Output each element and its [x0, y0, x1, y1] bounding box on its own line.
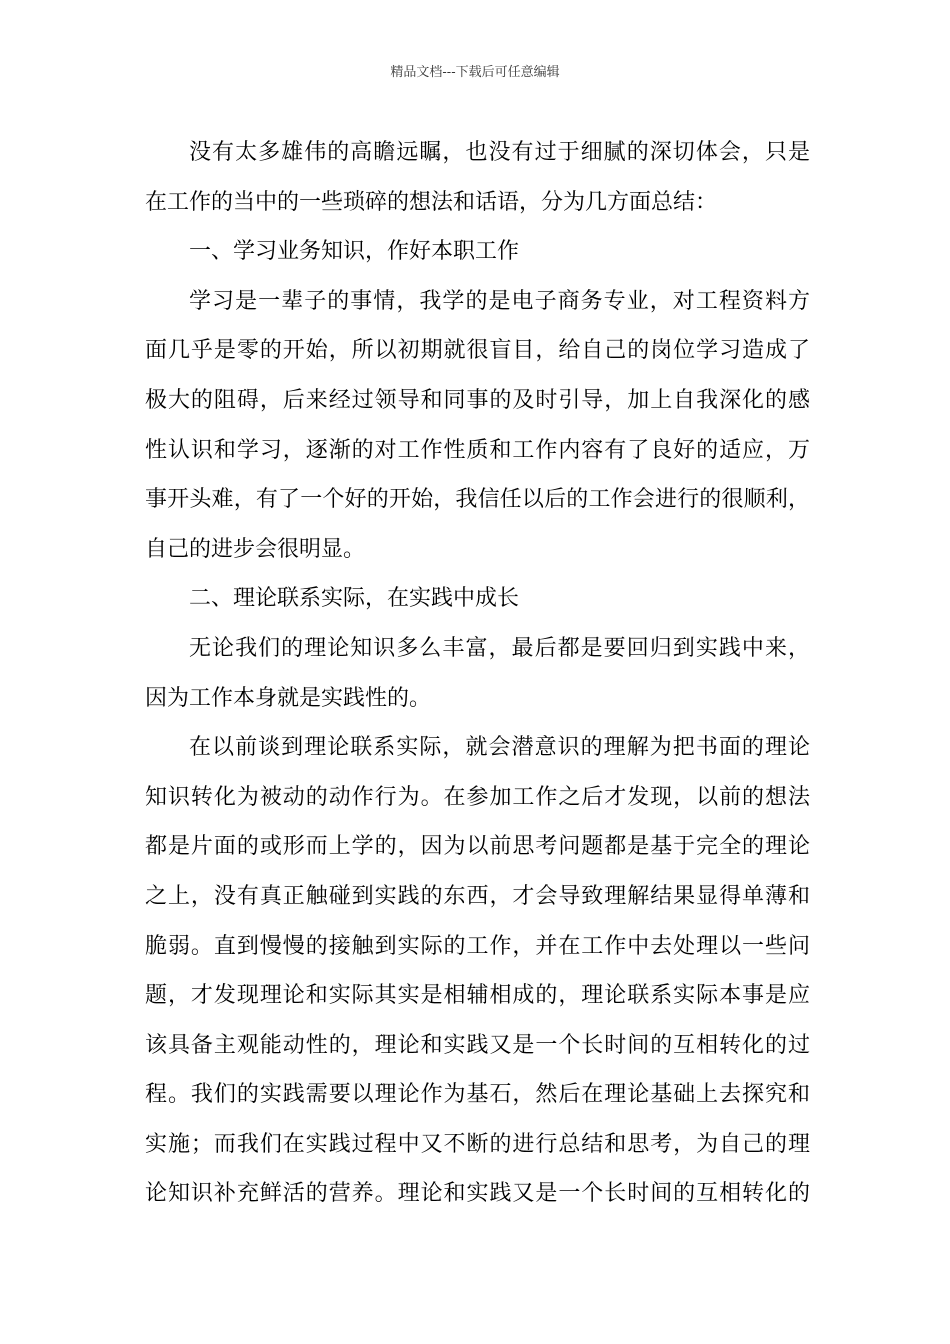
text-line: 在以前谈到理论联系实际，就会潜意识的理解为把书面的理论	[189, 735, 810, 761]
text-line: 实施；而我们在实践过程中又不断的进行总结和思考，为自己的理	[145, 1131, 810, 1157]
document-body	[145, 128, 810, 1219]
text-line: 无论我们的理论知识多么丰富，最后都是要回归到实践中来，	[189, 635, 810, 661]
page-header: 精品文档---下载后可任意编辑	[390, 65, 560, 80]
text-line: 没有太多雄伟的高瞻远瞩，也没有过于细腻的深切体会，只是	[189, 140, 810, 165]
text-line: 面几乎是零的开始，所以初期就很盲目，给自己的岗位学习造成了	[145, 338, 810, 364]
text-line: 题，才发现理论和实际其实是相辅相成的，理论联系实际本事是应	[145, 983, 810, 1009]
text-line: 因为工作本身就是实践性的。	[145, 685, 432, 711]
text-line: 该具备主观能动性的，理论和实践又是一个长时间的互相转化的过	[145, 1032, 810, 1058]
text-line: 二、理论联系实际，在实践中成长	[189, 586, 520, 612]
text-line: 事开头难，有了一个好的开始，我信任以后的工作会进行的很顺利，	[145, 487, 810, 513]
text-line: 程。我们的实践需要以理论作为基石，然后在理论基础上去探究和	[145, 1082, 810, 1108]
text-line: 学习是一辈子的事情，我学的是电子商务专业，对工程资料方	[189, 288, 810, 314]
text-line: 知识转化为被动的动作行为。在参加工作之后才发现，以前的想法	[145, 784, 810, 810]
text-line: 在工作的当中的一些琐碎的想法和话语，分为几方面总结：	[145, 189, 718, 215]
text-line: 一、学习业务知识，作好本职工作	[189, 239, 520, 265]
text-line: 极大的阻碍，后来经过领导和同事的及时引导，加上自我深化的感	[145, 387, 810, 413]
text-line: 之上，没有真正触碰到实践的东西，才会导致理解结果显得单薄和	[145, 883, 810, 909]
text-line: 性认识和学习，逐渐的对工作性质和工作内容有了良好的适应，万	[145, 437, 810, 463]
text-line: 脆弱。直到慢慢的接触到实际的工作，并在工作中去处理以一些问	[145, 933, 810, 959]
text-line: 都是片面的或形而上学的，因为以前思考问题都是基于完全的理论	[145, 834, 810, 860]
text-line: 自己的进步会很明显。	[145, 536, 366, 562]
text-line: 论知识补充鲜活的营养。理论和实践又是一个长时间的互相转化的	[145, 1181, 810, 1207]
